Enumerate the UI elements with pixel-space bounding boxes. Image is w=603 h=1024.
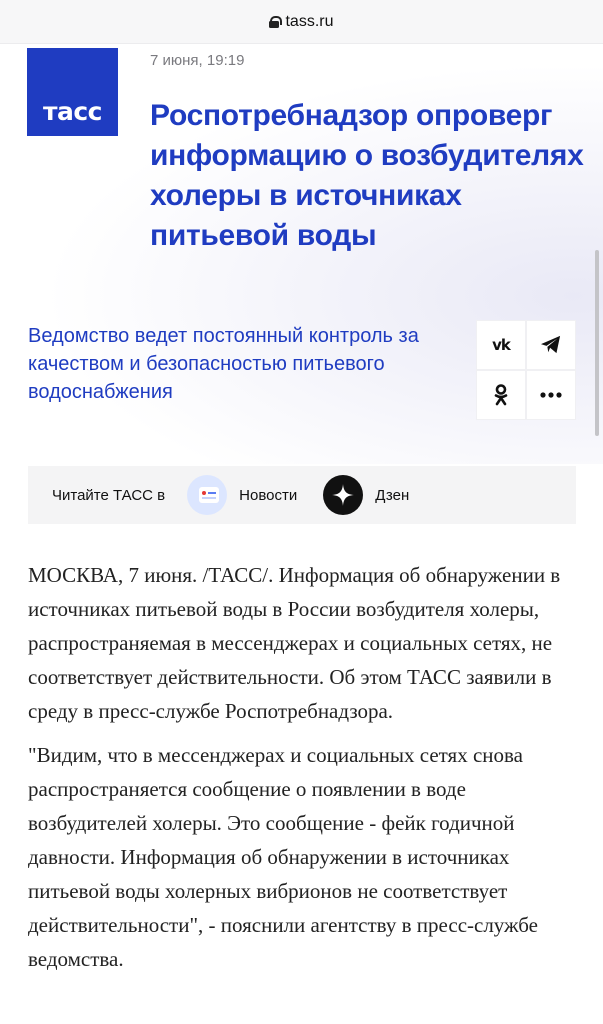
news-icon <box>187 475 227 515</box>
article-paragraph: МОСКВА, 7 июня. /ТАСС/. Информация об обнаружении в источниках питьевой воды в России возбудителя холеры, распространяемая в мессенджерах и социальных сетях, не соответствует действительности. Об этом ТАСС заявили в среду в пресс-службе Роспотребнадзора. <box>28 563 561 723</box>
yandex-news-button[interactable] <box>187 475 297 515</box>
read-tass-panel <box>28 466 576 524</box>
browser-address-bar[interactable] <box>0 0 603 44</box>
tass-logo[interactable] <box>27 48 118 136</box>
article-paragraph: "Видим, что в мессенджерах и социальных сетях снова распространяется сообщение о появлении в воде возбудителей холеры. Это сообщение - фейк годичной давности. Информация об обнаружении в источниках питьевой воды холерных вибрионов не соответствует действительности", - пояснили агентству в пресс-службе ведомства. <box>28 743 538 971</box>
news-label: Новости <box>239 486 298 504</box>
article-lead: Ведомство ведет постоянный контроль за качеством и безопасностью питьевого водоснабжения <box>28 325 419 403</box>
lock-icon <box>269 16 279 28</box>
dzen-button[interactable] <box>323 475 409 515</box>
article-headline: Роспотребнадзор опроверг информацию о возбудителях холеры в источниках питьевой воды <box>150 99 584 252</box>
share-telegram-button[interactable] <box>526 320 576 370</box>
url-text: tass.ru <box>285 12 334 30</box>
url-display[interactable] <box>269 13 333 31</box>
tass-logo-text: тасс <box>43 97 102 126</box>
share-vk-button[interactable] <box>476 320 526 370</box>
article-body <box>28 558 588 986</box>
scrollbar-thumb[interactable] <box>595 250 599 436</box>
more-icon <box>540 392 562 398</box>
telegram-icon <box>540 335 562 355</box>
dzen-icon <box>323 475 363 515</box>
dzen-label: Дзен <box>375 486 410 504</box>
share-odnoklassniki-button[interactable] <box>476 370 526 420</box>
vk-icon: vk <box>492 336 510 354</box>
read-tass-label: Читайте ТАСС в <box>52 486 166 504</box>
share-more-button[interactable] <box>526 370 576 420</box>
share-buttons <box>476 320 576 420</box>
odnoklassniki-icon <box>494 384 508 406</box>
publish-date: 7 июня, 19:19 <box>150 52 245 69</box>
